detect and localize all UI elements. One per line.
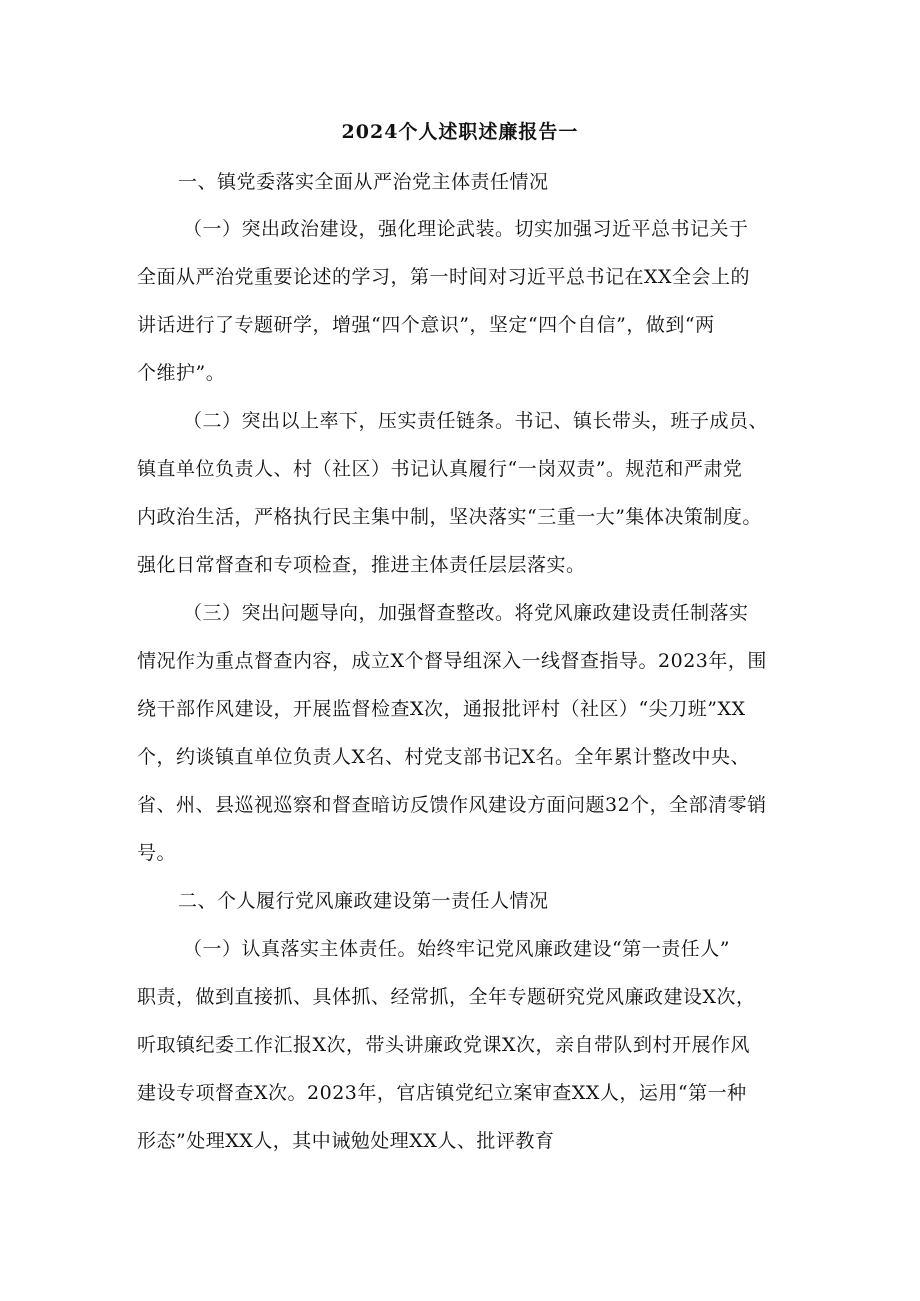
paragraph-line: 情况作为重点督查内容，成立X个督导组深入一线督查指导。2023年，围 [137, 650, 767, 672]
paragraph-line: 建设专项督查X次。2023年，官店镇党纪立案审查XX人，运用“第一种 [137, 1082, 747, 1104]
paragraph-line: 听取镇纪委工作汇报X次，带头讲廉政党课X次，亲自带队到村开展作风 [137, 1034, 751, 1056]
paragraph-line: 强化日常督查和专项检查，推进主体责任层层落实。 [137, 554, 586, 576]
paragraph-line: 号。 [137, 842, 177, 864]
paragraph-line: 内政治生活，严格执行民主集中制，坚决落实“三重一大”集体决策制度。 [137, 506, 762, 528]
section-1-heading: 一、镇党委落实全面从严治党主体责任情况 [178, 171, 549, 193]
section-2-heading: 二、个人履行党风廉政建设第一责任人情况 [178, 890, 549, 912]
paragraph-line: 形态”处理XX人，其中诫勉处理XX人、批评教育 [137, 1130, 555, 1152]
paragraph-line: （二）突出以上率下，压实责任链条。书记、镇长带头，班子成员、 [183, 410, 769, 432]
paragraph-line: （一）突出政治建设，强化理论武装。切实加强习近平总书记关于 [183, 218, 749, 240]
document-title: 2024个人述职述廉报告一 [341, 121, 579, 143]
paragraph-line: 绕干部作风建设，开展监督检查X次，通报批评村（社区）“尖刀班”XX [137, 698, 746, 720]
paragraph-line: 职责，做到直接抓、具体抓、经常抓，全年专题研究党风廉政建设X次， [137, 986, 756, 1008]
paragraph-line: （三）突出问题导向，加强督查整改。将党风廉政建设责任制落实 [183, 602, 749, 624]
paragraph-line: 省、州、县巡视巡察和督查暗访反馈作风建设方面问题32个，全部清零销 [137, 794, 767, 816]
paragraph-line: 讲话进行了专题研学，增强“四个意识”，坚定“四个自信”，做到“两 [137, 314, 715, 336]
paragraph-line: 全面从严治党重要论述的学习，第一时间对习近平总书记在XX全会上的 [137, 266, 751, 288]
paragraph-line: 个，约谈镇直单位负责人X名、村党支部书记X名。全年累计整改中央、 [137, 746, 751, 768]
paragraph-line: 个维护”。 [137, 362, 226, 384]
paragraph-line: （一）认真落实主体责任。始终牢记党风廉政建设“第一责任人” [183, 938, 730, 960]
paragraph-line: 镇直单位负责人、村（社区）书记认真履行“一岗双责”。规范和严肃党 [137, 458, 743, 480]
